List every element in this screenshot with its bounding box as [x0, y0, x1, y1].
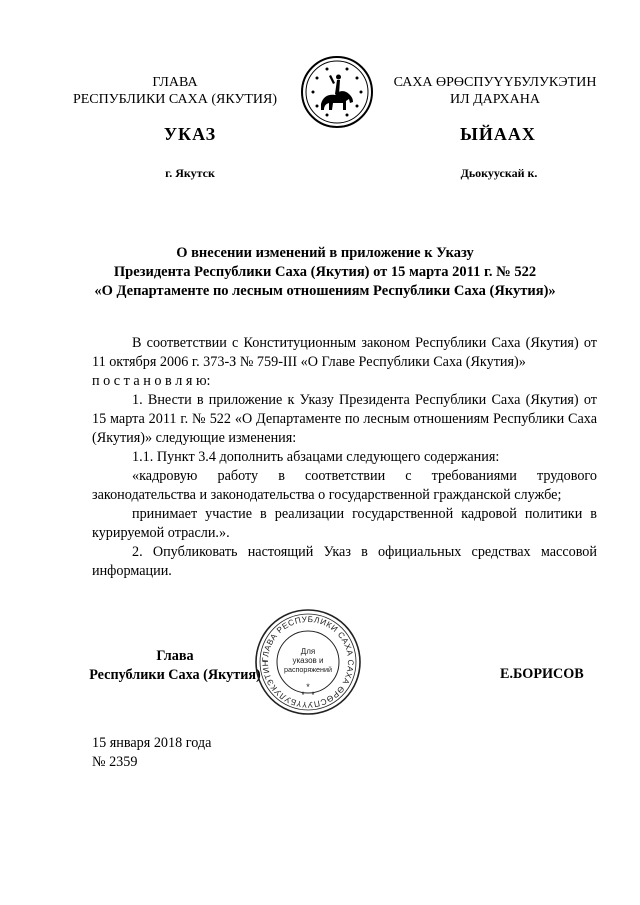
issuer-left-line1: ГЛАВА [152, 75, 198, 90]
issuer-right-line2: ИЛ ДАРХАНА [449, 92, 540, 107]
item-2-paragraph: 2. Опубликовать настоящий Указ в официальных средствах массовой информации. [92, 544, 597, 579]
stamp-center-line3: распоряжений [283, 665, 333, 674]
stamp-center-line2: указов и [292, 656, 324, 665]
decree-title-line1: О внесении изменений в приложение к Указу [176, 245, 474, 261]
decree-number: № 2359 [92, 754, 138, 770]
svg-text:*: * [301, 690, 305, 700]
stamp-center-line1: Для [300, 647, 316, 656]
decree-title-line3: «О Департаменте по лесным отношениям Республики Саха (Якутия)» [94, 283, 556, 299]
signature-title-line2: Республики Саха (Якутия) [89, 667, 261, 683]
decree-title-line2: Президента Республики Саха (Якутия) от 15 марта 2011 г. № 522 [113, 264, 537, 280]
quote-paragraph-2: принимает участие в реализации государственной кадровой политики в курируемой отрасли.». [92, 506, 597, 541]
item-1-paragraph: 1. Внести в приложение к Указу Президента Республики Саха (Якутия) от 15 марта 2011 г. № 522 «О Департаменте по лесным отношениям Республики Саха (Якутия)» следующие изменения: [92, 392, 597, 446]
official-stamp [253, 607, 363, 717]
city-sah: Дьокуускай к. [460, 166, 538, 180]
issuer-right-line1: САХА ӨРӨСПУҮҮБУЛУКЭТИН [393, 75, 597, 90]
item-1-1-paragraph: 1.1. Пункт 3.4 дополнить абзацами следующего содержания: [132, 449, 500, 465]
preamble-paragraph: В соответствии с Конституционным законом Республики Саха (Якутия) от 11 октября 2006 г. 373-З № 759-III «О Главе Республики Саха (Якутия)» [92, 335, 597, 370]
signatory-name: Е.БОРИСОВ [500, 666, 584, 682]
coat-of-arms-icon [299, 54, 375, 130]
svg-text:*: * [306, 682, 310, 692]
issuer-left [70, 74, 280, 108]
decree-body [92, 334, 597, 581]
city-ru: г. Якутск [165, 166, 215, 180]
signature-title [80, 647, 270, 685]
signature-title-line1: Глава [156, 648, 194, 664]
issuer-right [388, 74, 602, 108]
decree-title [60, 244, 590, 301]
doc-type-ru: УКАЗ [163, 124, 217, 144]
doc-type-sah: ЫЙААХ [460, 124, 536, 144]
issuer-left-line2: РЕСПУБЛИКИ САХА (ЯКУТИЯ) [72, 92, 278, 107]
decree-footer [92, 734, 392, 772]
decree-word: п о с т а н о в л я ю: [92, 373, 211, 389]
svg-text:*: * [311, 690, 315, 700]
stamp-seal-icon [253, 607, 363, 717]
coat-of-arms-emblem [299, 54, 375, 130]
quote-paragraph-1: «кадровую работу в соответствии с требованиями трудового законодательства и законодательства о государственной гражданской службе; [92, 468, 597, 503]
decree-date: 15 января 2018 года [92, 735, 212, 751]
stamp-ring-text: ГЛАВА РЕСПУБЛИКИ САХА САХА ӨРӨСПУҮҮБУЛУКЭТИН [260, 614, 356, 710]
